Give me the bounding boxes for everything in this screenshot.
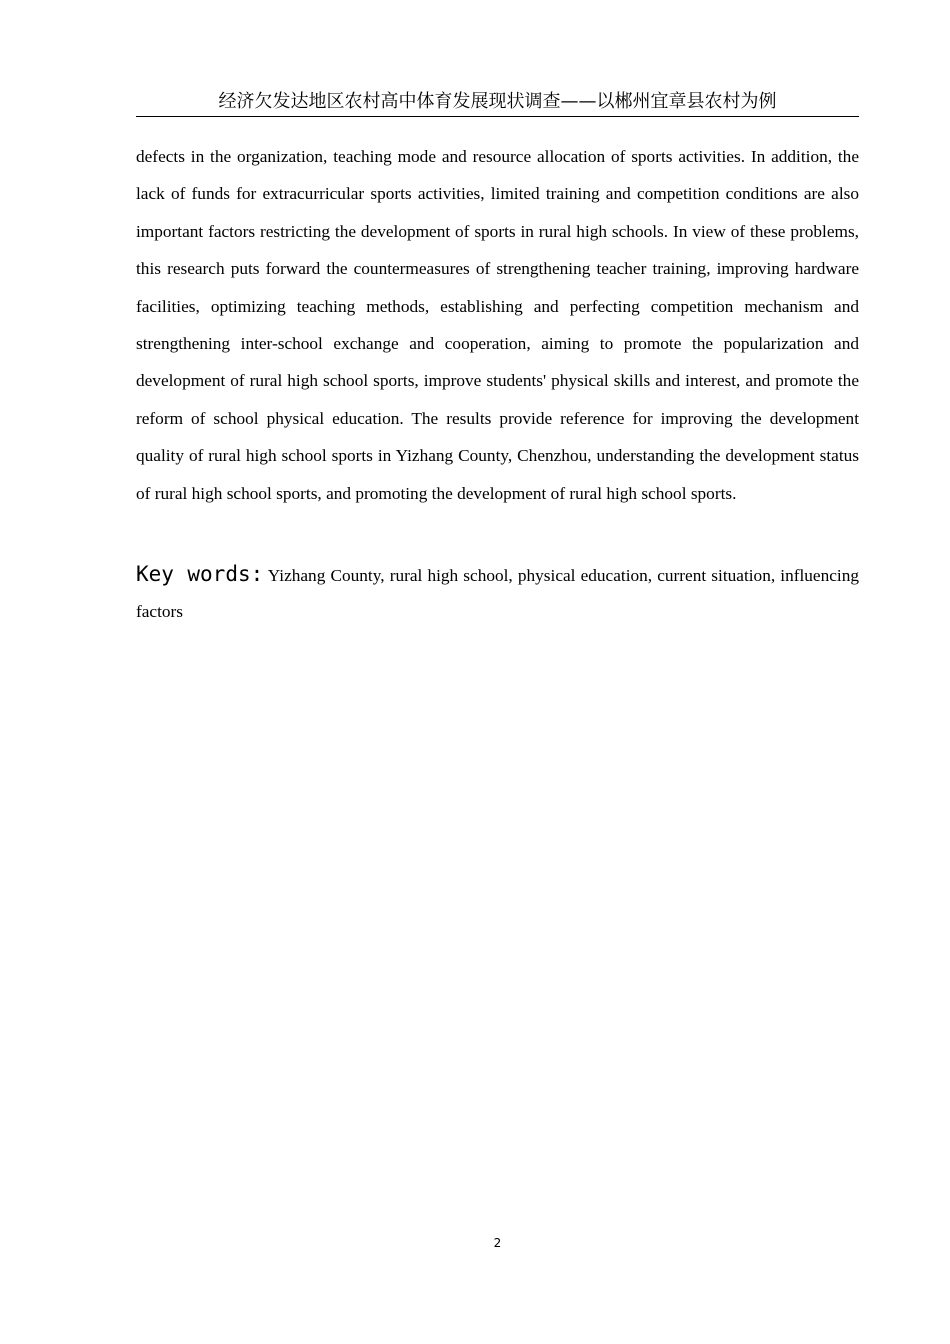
running-header-title: 经济欠发达地区农村高中体育发展现状调查——以郴州宜章县农村为例	[218, 91, 777, 112]
keywords-text: Yizhang County, rural high school, physical education, current situation, influencing factors	[136, 566, 859, 621]
keywords-paragraph	[136, 556, 859, 630]
abstract-body-paragraph: defects in the organization, teaching mode and resource allocation of sports activities. In addition, the lack of funds for extracurricular sports activities, limited training and competition conditions are also important factors restricting the development of sports in rural high schools. In view of these problems, this research puts forward the countermeasures of strengthening teacher training, improving hardware facilities, optimizing teaching methods, establishing and perfecting competition mechanism and strengthening inter-school exchange and cooperation, aiming to promote the popularization and development of rural high school sports, improve students' physical skills and interest, and promote the reform of school physical education. The results provide reference for improving the development quality of rural high school sports in Yizhang County, Chenzhou, understanding the development status of rural high school sports, and promoting the development of rural high school sports.	[136, 147, 859, 503]
keywords-label: Key words:	[136, 562, 264, 586]
header-divider	[136, 116, 859, 117]
page-number: 2	[493, 1236, 502, 1250]
